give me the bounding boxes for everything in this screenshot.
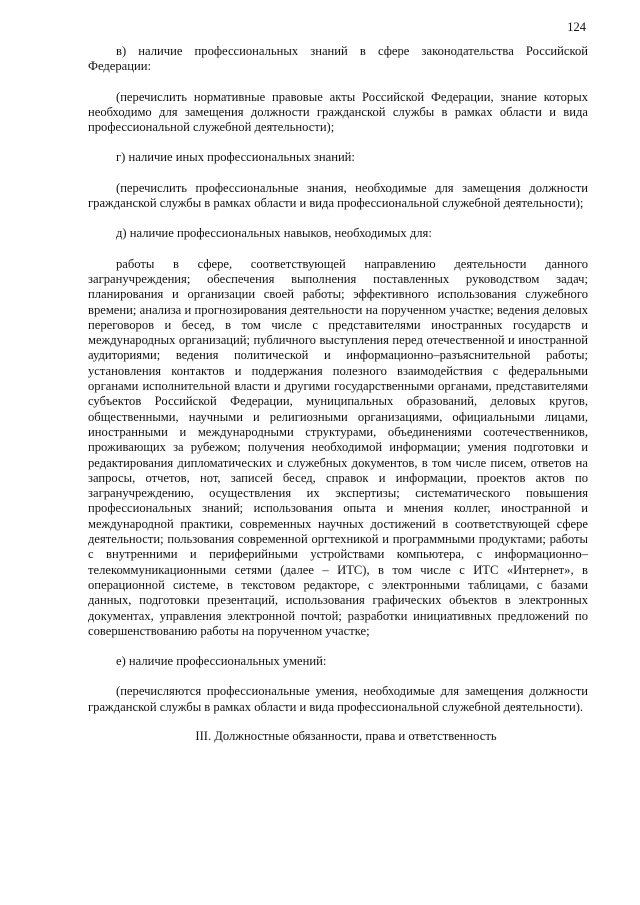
paragraph-abilities: е) наличие профессиональных умений: xyxy=(116,654,327,669)
paragraph-abilities-note: (перечисляются профессиональные умения, необходимые для замещения должности гражданской службы в рамках области и вида профессиональной служебной деятельности). xyxy=(88,684,588,714)
paragraph-skills: д) наличие профессиональных навыков, необходимых для: xyxy=(116,226,432,241)
paragraph-legislation-note: (перечислить нормативные правовые акты Российской Федерации, знание которых необходимо для замещения должности гражданской службы в рамках области и вида профессиональной служебной деятельности); xyxy=(88,89,588,135)
page-number: 124 xyxy=(567,20,586,34)
paragraph-other-knowledge-note: (перечислить профессиональные знания, необходимые для замещения должности гражданской службы в рамках области и вида профессиональной служебной деятельности); xyxy=(88,180,588,211)
document-body xyxy=(88,44,588,744)
paragraph-legislation-knowledge: в) наличие профессиональных знаний в сфере законодательства Российской Федерации: xyxy=(88,44,588,74)
section-heading: III. Должностные обязанности, права и ответственность xyxy=(195,728,497,743)
paragraph-skills-list: работы в сфере, соответствующей направлению деятельности данного загранучреждения; обеспечения выполнения поставленных руководством задач; планирования и организации своей работы; эффективного использования служебного времени; анализа и прогнозирования деятельности на порученном участке; ведения деловых переговоров и бесед, в том числе с представителями иностранных государств и международных организаций; публичного выступления перед отечественной и иностранной аудиториями; ведения политической и информационно–разъяснительной работы; установления контактов и поддержания полезного взаимодействия с федеральными органами исполнительной власти и другими государственными органами, представителями субъектов Российской Федерации, муниципальных образований, деловых кругов, общественными, научными и религиозными организациями, официальными лицами, иностранными и международными структурами, объединениями соотечественников, проживающих за рубежом; получения необходимой информации; умения подготовки и редактирования дипломатических и служебных документов, в том числе писем, ответов на запросы, отчетов, нот, записей бесед, справок и информации, проектов актов по загранучреждению, осуществления их экспертизы; систематического повышения профессиональных знаний; использования опыта и мнения коллег, иностранной и международной практики, современных научных достижений в соответствующей сфере деятельности; пользования современной оргтехникой и программными продуктами; работы с внутренними и периферийными устройствами компьютера, с информационно–телекоммуникационными сетями (далее – ИТС), в том числе с ИТС «Интернет», в операционной системе, в текстовом редакторе, с электронными таблицами, с базами данных, подготовки презентаций, использования графических объектов в электронных документах, управления электронной почтой; разработки инициативных предложений по совершенствованию работы на порученном участке; xyxy=(88,256,588,638)
paragraph-other-knowledge: г) наличие иных профессиональных знаний: xyxy=(116,150,355,165)
